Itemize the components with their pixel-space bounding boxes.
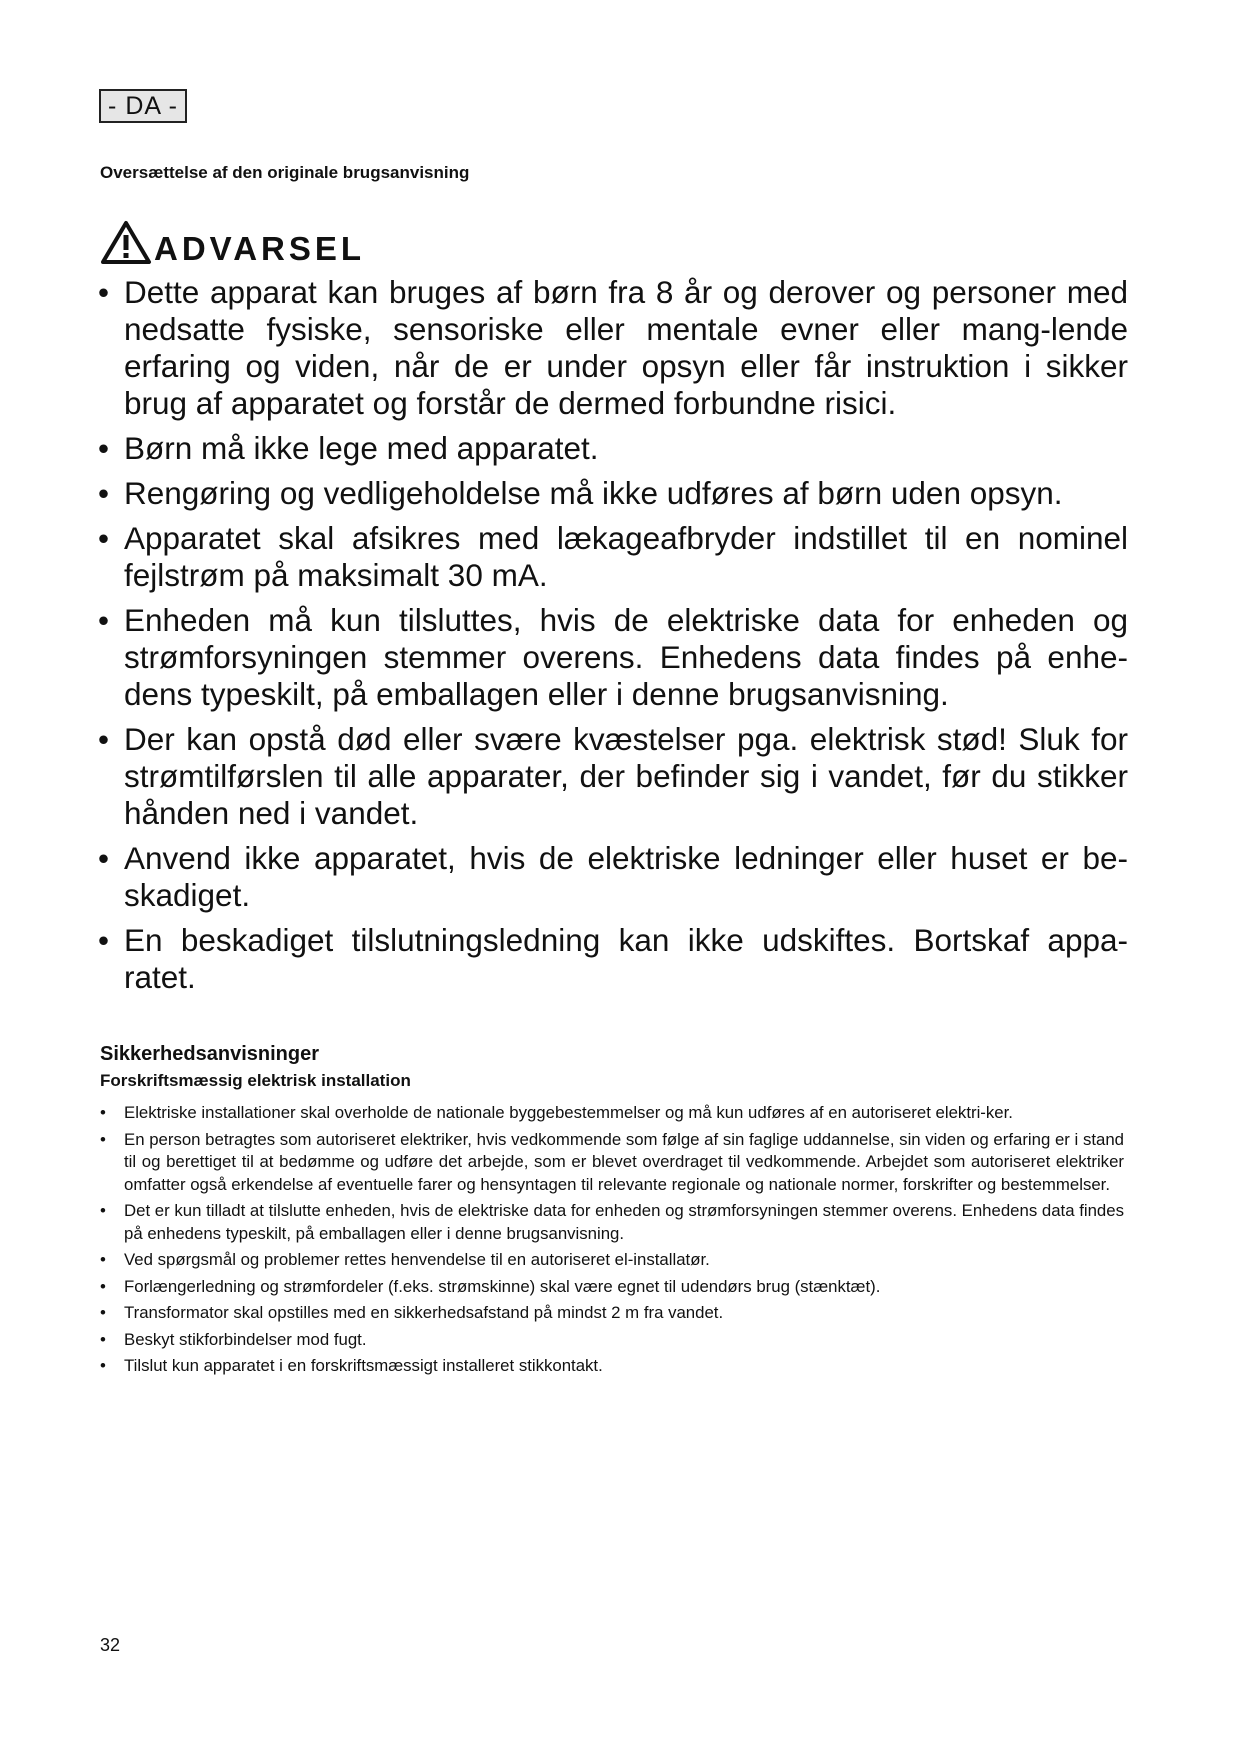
warning-item: • Børn må ikke lege med apparatet.: [98, 430, 1128, 467]
warning-title: ADVARSEL: [154, 230, 366, 267]
safety-item: • Transformator skal opstilles med en sikkerhedsafstand på mindst 2 m fra vandet.: [98, 1302, 1124, 1325]
safety-heading: Sikkerhedsanvisninger: [100, 1043, 319, 1065]
warning-item: • Rengøring og vedligeholdelse må ikke udføres af børn uden opsyn.: [98, 475, 1128, 512]
safety-subheading: Forskriftsmæssig elektrisk installation: [100, 1071, 411, 1090]
safety-item: • Forlængerledning og strømfordeler (f.eks. strømskinne) skal være egnet til udendørs brug (stænktæt).: [98, 1276, 1124, 1299]
safety-list: [98, 1102, 1124, 1382]
warning-triangle-icon: [100, 220, 152, 266]
warning-item: • Enheden må kun tilsluttes, hvis de elektriske data for enheden og strømforsyningen stemmer overens. Enhedens data findes på enhe-dens typeskilt, på emballagen eller i denne brugsanvisning.: [98, 602, 1128, 713]
warning-item: • Apparatet skal afsikres med lækageafbryder indstillet til en nominel fejlstrøm på maksimalt 30 mA.: [98, 520, 1128, 594]
page-number: 32: [100, 1635, 121, 1655]
warning-header: [100, 210, 365, 266]
warning-list: [98, 274, 1128, 1004]
warning-item: • En beskadiget tilslutningsledning kan ikke udskiftes. Bortskaf appa-ratet.: [98, 922, 1128, 996]
safety-item: • Elektriske installationer skal overholde de nationale byggebestemmelser og må kun udføres af en autoriseret elektri-ker.: [98, 1102, 1124, 1125]
warning-item: • Der kan opstå død eller svære kvæstelser pga. elektrisk stød! Sluk for strømtilførslen til alle apparater, der befinder sig i vandet, før du stikker hånden ned i vandet.: [98, 721, 1128, 832]
safety-item: • Det er kun tilladt at tilslutte enheden, hvis de elektriske data for enheden og strømforsyningen stemmer overens. Enhedens data findes på enhedens typeskilt, på emballagen eller i denne brugsanvisning.: [98, 1200, 1124, 1245]
safety-item: • Tilslut kun apparatet i en forskriftsmæssigt installeret stikkontakt.: [98, 1355, 1124, 1378]
safety-item: • En person betragtes som autoriseret elektriker, hvis vedkommende som følge af sin faglige uddannelse, sin viden og erfaring er i stand til og berettiget til at bedømme og udføre det arbejde, som er blevet overdraget til vedkommende. Arbejdet som autoriseret elektriker omfatter også erkendelse af eventuelle farer og hensyntagen til relevante regionale og nationale normer, forskrifter og bestemmelser.: [98, 1129, 1124, 1197]
warning-item: • Dette apparat kan bruges af børn fra 8 år og derover og personer med nedsatte fysiske, sensoriske eller mentale evner eller mang-lende erfaring og viden, når de er under opsyn eller får instruktion i sikker brug af apparatet og forstår de dermed forbundne risici.: [98, 274, 1128, 422]
safety-item: • Ved spørgsmål og problemer rettes henvendelse til en autoriseret el-installatør.: [98, 1249, 1124, 1272]
document-subtitle: Oversættelse af den originale brugsanvisning: [100, 163, 470, 182]
language-tag: - DA -: [99, 89, 187, 123]
safety-item: • Beskyt stikforbindelser mod fugt.: [98, 1329, 1124, 1352]
warning-item: • Anvend ikke apparatet, hvis de elektriske ledninger eller huset er be-skadiget.: [98, 840, 1128, 914]
